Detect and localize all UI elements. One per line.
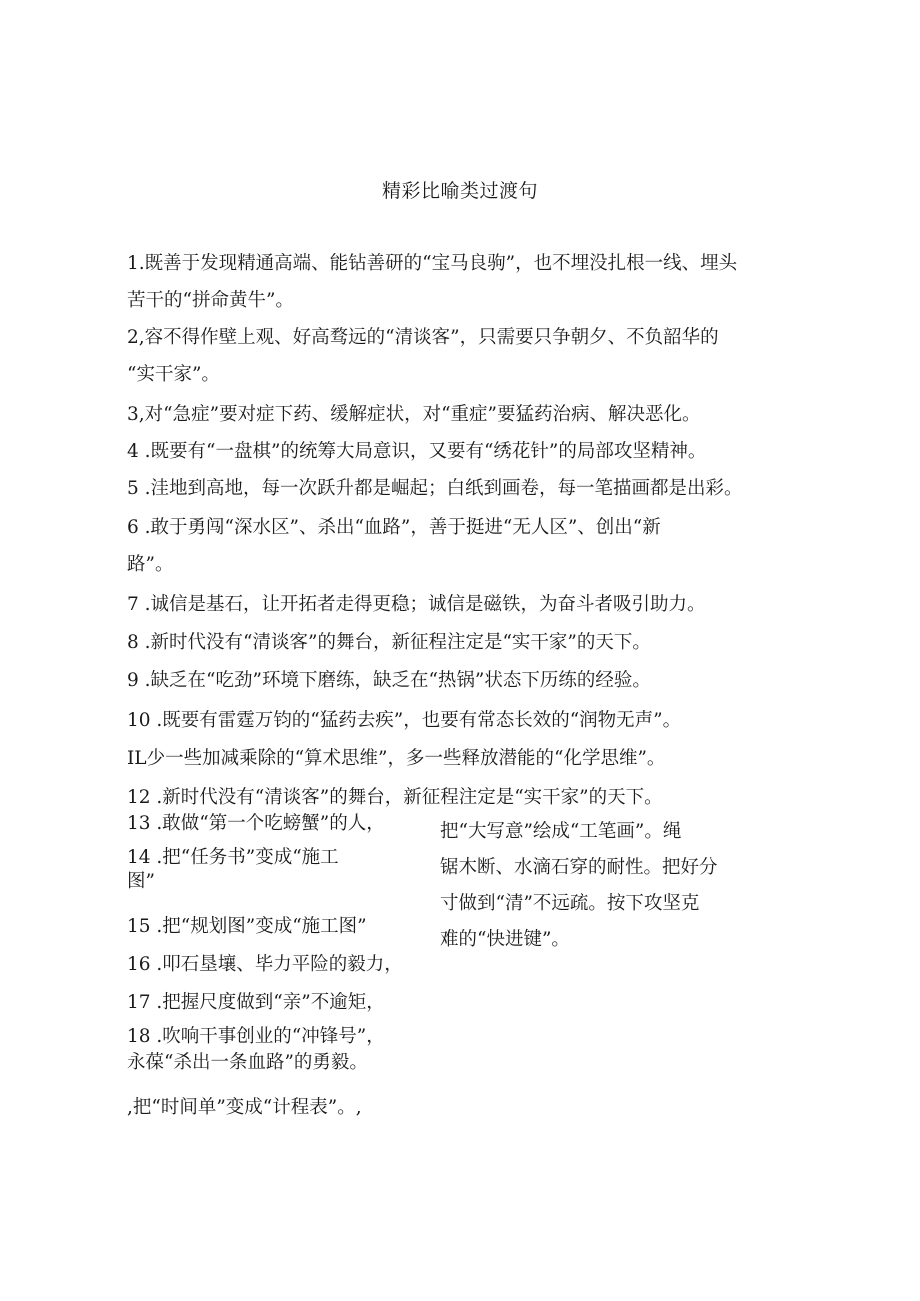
list-item-15 — [127, 908, 367, 945]
item-text: 6 .敢于勇闯“深水区”、杀出“血路”，善于挺进“无人区”、创出“新 — [127, 517, 661, 538]
list-item-16 — [127, 946, 403, 983]
right-line: 难的“快进键”。 — [440, 929, 570, 950]
item-text: 9 .缺乏在“吃劲”环境下磨练，缺乏在“热锅”状态下历练的经验。 — [127, 670, 651, 691]
item-text: 17 .把握尺度做到“亲”不逾矩， — [127, 992, 385, 1013]
item-text-cont: 苦干的“拼命黄牛”。 — [127, 290, 294, 311]
list-item-10 — [127, 702, 681, 739]
item-text: 15 .把“规划图”变成“施工图” — [127, 916, 367, 937]
item-text: 16 .叩石垦壤、毕力平险的毅力， — [127, 954, 403, 975]
item-text: 7 .诚信是基石，让开拓者走得更稳；诚信是磁铁，为奋斗者吸引助力。 — [127, 594, 706, 615]
list-item-3 — [127, 396, 701, 433]
item-text: 3,对“急症”要对症下药、缓解症状，对“重症”要猛药治病、解决恶化。 — [127, 404, 701, 425]
list-item-2 — [127, 319, 719, 393]
list-item-13 — [127, 807, 385, 841]
right-line: 锯木断、水滴石穿的耐性。把好分 — [440, 857, 718, 878]
right-column-text — [440, 814, 718, 958]
item-text: 13 .敢做“第一个吃螃蟹”的人， — [127, 813, 385, 834]
item-text-cont: 永葆“杀出一条血路”的勇毅。 — [127, 1052, 368, 1073]
list-item-7 — [127, 586, 706, 623]
list-item-6 — [127, 509, 661, 583]
item-text-cont: 路”。 — [127, 554, 174, 575]
item-text-cont: 图” — [127, 871, 155, 892]
item-text-cont: “实干家”。 — [127, 364, 220, 385]
item-text: 5 .洼地到高地，每一次跃升都是崛起；白纸到画卷，每一笔描画都是出彩。 — [127, 478, 743, 499]
list-item-19 — [127, 1089, 362, 1126]
item-text: 4 .既要有“一盘棋”的统筹大局意识，又要有“绣花针”的局部攻坚精神。 — [127, 441, 707, 462]
list-item-14 — [127, 846, 339, 894]
item-text: 14 .把“任务书”变成“施工 — [127, 847, 339, 868]
item-text: 12 .新时代没有“清谈客”的舞台，新征程注定是“实干家”的天下。 — [127, 787, 663, 808]
item-text: 8 .新时代没有“清谈客”的舞台，新征程注定是“实干家”的天下。 — [127, 632, 651, 653]
item-text: 18 .吹响干事创业的“冲锋号”， — [127, 1026, 385, 1047]
list-item-5 — [127, 470, 743, 507]
list-item-1 — [127, 245, 737, 319]
list-item-11 — [127, 740, 665, 777]
item-text: 2,容不得作壁上观、好高骛远的“清谈客”，只需要只争朝夕、不负韶华的 — [127, 327, 719, 348]
item-text: IL少一些加减乘除的“算术思维”，多一些释放潜能的“化学思维”。 — [127, 748, 666, 769]
item-text: 1.既善于发现精通高端、能钻善研的“宝马良驹”，也不埋没扎根一线、埋头 — [127, 253, 738, 274]
right-line: 把“大写意”绘成“工笔画”。绳 — [440, 821, 682, 842]
page-title: 精彩比喻类过渡句 — [381, 180, 538, 202]
list-item-9 — [127, 662, 651, 699]
list-item-17 — [127, 984, 385, 1021]
list-item-8 — [127, 624, 651, 661]
list-item-4 — [127, 433, 706, 470]
item-text: 10 .既要有雷霆万钧的“猛药去疾”，也要有常态长效的“润物无声”。 — [127, 710, 682, 731]
right-line: 寸做到“清”不远疏。按下攻坚克 — [440, 893, 700, 914]
item-text: ,把“时间单”变成“计程表”。, — [127, 1097, 362, 1118]
list-item-18 — [127, 1024, 385, 1076]
